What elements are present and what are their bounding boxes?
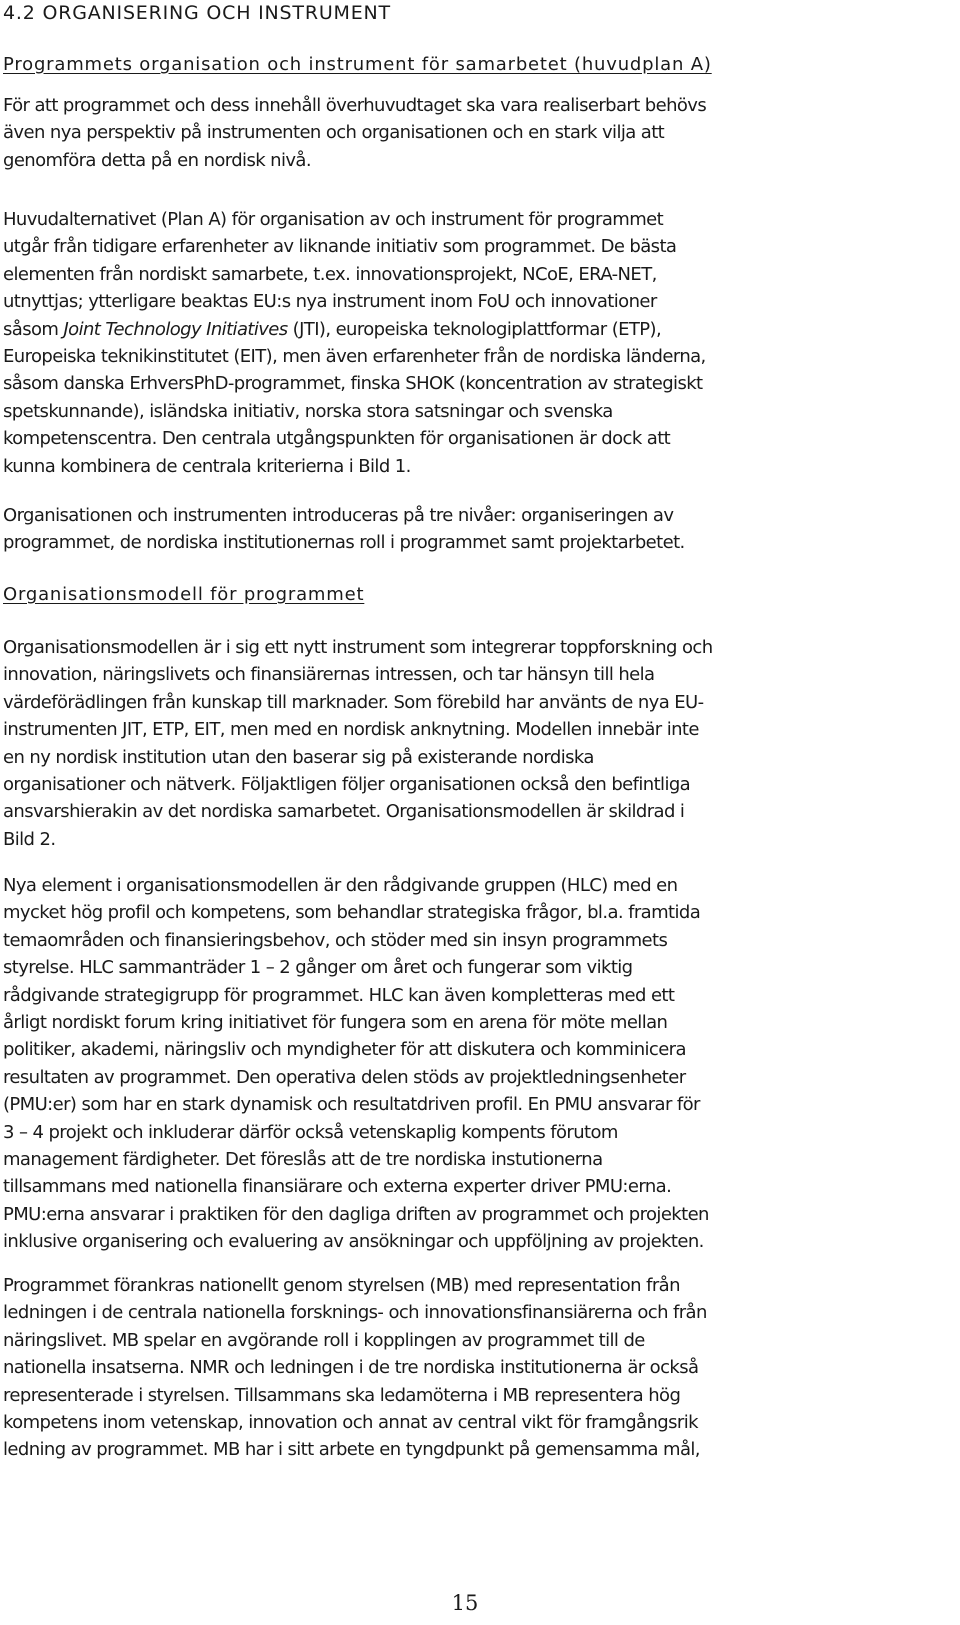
text-line: PMU:erna ansvarar i praktiken för den dagliga driften av programmet och projekten <box>3 1203 709 1225</box>
text-line: temaområden och finansieringsbehov, och stöder med sin insyn programmets <box>3 929 668 951</box>
text-line: inklusive organisering och evaluering av ansökningar och uppföljning av projekten. <box>3 1231 704 1253</box>
text-line: årligt nordiskt forum kring initiativet för fungera som en arena för möte mellan <box>3 1012 668 1034</box>
text-line: Nya element i organisationsmodellen är den rådgivande gruppen (HLC) med en <box>3 875 678 896</box>
paragraph-plan-a <box>3 206 958 480</box>
text-line: resultaten av programmet. Den operativa delen stöds av projektledningsenheter <box>3 1066 686 1088</box>
text-line: såsom danska ErhversPhD-programmet, finska SHOK (koncentration av strategiskt <box>3 373 703 395</box>
text-line: För att programmet och dess innehåll överhuvudtaget ska vara realiserbart behövs <box>3 95 707 116</box>
text-line: ledningen i de centrala nationella forsknings- och innovationsfinansiärerna och från <box>3 1302 707 1324</box>
text-line: kompetens inom vetenskap, innovation och annat av central vikt för framgångsrik <box>3 1412 698 1434</box>
text-line: näringslivet. MB spelar en avgörande roll i kopplingen av programmet till de <box>3 1329 645 1351</box>
paragraph-board <box>3 1272 958 1464</box>
text-line: kompetenscentra. Den centrala utgångspunkten för organisationen är dock att <box>3 428 671 450</box>
text-line: Huvudalternativet (Plan A) för organisation av och instrument för programmet <box>3 209 664 230</box>
text-line: kunna kombinera de centrala kriterierna i Bild 1. <box>3 455 411 477</box>
jti-italic-term: Joint Technology Initiatives <box>63 318 288 340</box>
text-line: 3 – 4 projekt och inkluderar därför också vetenskaplig kompents förutom <box>3 1121 618 1143</box>
text-line: mycket hög profil och kompetens, som behandlar strategiska frågor, bl.a. framtida <box>3 902 701 924</box>
text-line: tillsammans med nationella finansiärare och externa experter driver PMU:erna. <box>3 1176 672 1198</box>
text-line: elementen från nordiskt samarbete, t.ex. innovationsprojekt, NCoE, ERA-NET, <box>3 263 657 285</box>
text-line: rådgivande strategigrupp för programmet. HLC kan även kompletteras med ett <box>3 984 675 1006</box>
text-line: nationella insatserna. NMR och ledningen i de tre nordiska institutionerna är också <box>3 1357 699 1379</box>
text-line: ledning av programmet. MB har i sitt arbete en tyngdpunkt på gemensamma mål, <box>3 1439 700 1461</box>
text-line: genomföra detta på en nordisk nivå. <box>3 149 311 171</box>
paragraph-intro <box>3 92 958 174</box>
section-title: 4.2 ORGANISERING OCH INSTRUMENT <box>3 2 391 24</box>
text-line <box>3 316 958 343</box>
text-line: ansvarshierakin av det nordiska samarbetet. Organisationsmodellen är skildrad i <box>3 801 685 823</box>
subsection-title: Programmets organisation och instrument för samarbetet (huvudplan A) <box>3 54 712 75</box>
text-line: värdeförädlingen från kunskap till marknader. Som förebild har använts de nya EU- <box>3 691 704 713</box>
text-line: spetskunnande), isländska initiativ, norska stora satsningar och svenska <box>3 400 613 422</box>
text-line: management färdigheter. Det föreslås att de tre nordiska instutionerna <box>3 1149 603 1171</box>
text-fragment: såsom <box>3 318 64 340</box>
text-line: (PMU:er) som har en stark dynamisk och resultatdriven profil. En PMU ansvarar för <box>3 1094 700 1116</box>
text-line: utgår från tidigare erfarenheter av liknande initiativ som programmet. De bästa <box>3 236 677 258</box>
model-heading: Organisationsmodell för programmet <box>3 584 365 605</box>
text-line: Bild 2. <box>3 828 56 850</box>
text-line: programmet, de nordiska institutionernas roll i programmet samt projektarbetet. <box>3 532 685 554</box>
text-line: även nya perspektiv på instrumenten och organisationen och en stark vilja att <box>3 122 665 144</box>
text-line: Organisationsmodellen är i sig ett nytt instrument som integrerar toppforskning och <box>3 637 713 658</box>
text-line: styrelse. HLC sammanträder 1 – 2 gånger om året och fungerar som viktig <box>3 957 633 979</box>
paragraph-levels <box>3 502 958 557</box>
text-line: utnyttjas; ytterligare beaktas EU:s nya instrument inom FoU och innovationer <box>3 291 657 313</box>
paragraph-hlc <box>3 872 958 1256</box>
text-line: politiker, akademi, näringsliv och myndigheter för att diskutera och komminicera <box>3 1039 686 1061</box>
text-line: instrumenten JIT, ETP, EIT, men med en nordisk anknytning. Modellen innebär inte <box>3 719 699 741</box>
text-line: Europeiska teknikinstitutet (EIT), men även erfarenheter från de nordiska länderna, <box>3 346 706 368</box>
text-line: organisationer och nätverk. Följaktligen följer organisationen också den befintliga <box>3 774 691 796</box>
text-line: innovation, näringslivets och finansiärernas intressen, och tar hänsyn till hela <box>3 664 655 686</box>
text-line: Programmet förankras nationellt genom styrelsen (MB) med representation från <box>3 1275 680 1296</box>
text-line: representerade i styrelsen. Tillsammans ska ledamöterna i MB representera hög <box>3 1384 681 1406</box>
text-line: en ny nordisk institution utan den baserar sig på existerande nordiska <box>3 746 594 768</box>
paragraph-model <box>3 634 958 853</box>
page-number: 15 <box>451 1591 479 1615</box>
text-line: Organisationen och instrumenten introduceras på tre nivåer: organiseringen av <box>3 505 674 526</box>
text-fragment: (JTI), europeiska teknologiplattformar (ETP), <box>287 318 662 340</box>
